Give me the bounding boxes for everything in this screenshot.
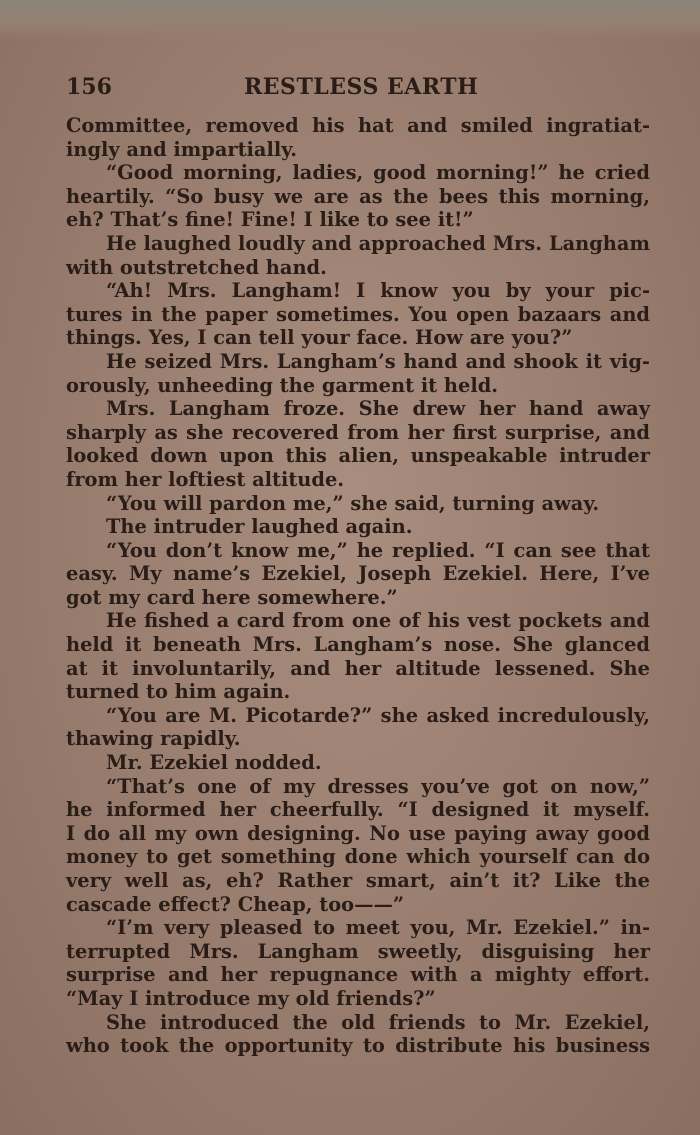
text-line: He laughed loudly and approached Mrs. Langham [106, 231, 650, 255]
text-line: easy. My name’s Ezekiel, Joseph Ezekiel. Here, I’ve [66, 562, 650, 586]
text-line: terrupted Mrs. Langham sweetly, disguising her [66, 939, 650, 963]
text-line: The intruder laughed again. [106, 515, 413, 539]
text-line: he informed her cheerfully. “I designed it myself. [66, 798, 650, 822]
text-line: “You are M. Picotarde?” she asked incredulously, [106, 703, 650, 727]
text-line: “May I introduce my old friends?” [66, 986, 436, 1010]
text-line: cascade effect? Cheap, too——” [66, 892, 405, 916]
text-line: thawing rapidly. [66, 727, 241, 751]
text-line: turned to him again. [66, 680, 291, 704]
text-line: tures in the paper sometimes. You open bazaars and [66, 302, 650, 326]
text-line: from her loftiest altitude. [66, 467, 345, 491]
text-line: who took the opportunity to distribute his business [66, 1034, 650, 1058]
text-line: “You will pardon me,” she said, turning away. [106, 491, 600, 515]
text-line: She introduced the old friends to Mr. Ezekiel, [106, 1010, 650, 1034]
text-line: Committee, removed his hat and smiled ingratiat- [66, 114, 650, 137]
page-header [66, 74, 650, 108]
text-line: sharply as she recovered from her first surprise, and [66, 420, 650, 444]
text-line: got my card here somewhere.” [66, 585, 398, 609]
text-line: Mr. Ezekiel nodded. [106, 751, 322, 775]
text-line: “Good morning, ladies, good morning!” he cried [106, 161, 650, 185]
text-line: He fished a card from one of his vest pockets and [106, 609, 650, 633]
text-line: surprise and her repugnance with a mighty effort. [66, 963, 650, 987]
text-line: I do all my own designing. No use paying away good [66, 821, 650, 845]
body-text [66, 114, 650, 1058]
text-line: with outstretched hand. [66, 255, 327, 279]
text-line: “Ah! Mrs. Langham! I know you by your pic- [106, 279, 650, 303]
text-line: heartily. “So busy we are as the bees this morning, [66, 184, 650, 208]
text-line: ingly and impartially. [66, 137, 298, 161]
page-number: 156 [66, 74, 112, 100]
text-line: money to get something done which yourself can do [66, 845, 650, 869]
page-top-edge [0, 0, 700, 40]
text-line: very well as, eh? Rather smart, ain’t it? Like the [66, 869, 650, 892]
text-line: at it involuntarily, and her altitude lessened. She [66, 656, 650, 680]
text-line: Mrs. Langham froze. She drew her hand away [106, 397, 650, 421]
text-line: things. Yes, I can tell your face. How are you?” [66, 326, 573, 350]
running-title: RESTLESS EARTH [244, 74, 479, 100]
text-line: eh? That’s fine! Fine! I like to see it!” [66, 208, 474, 232]
text-line: orously, unheeding the garment it held. [66, 373, 498, 397]
text-line: held it beneath Mrs. Langham’s nose. She glanced [66, 633, 650, 657]
text-line: He seized Mrs. Langham’s hand and shook it vig- [106, 349, 650, 373]
text-line: looked down upon this alien, unspeakable intruder [66, 444, 650, 468]
text-line: “I’m very pleased to meet you, Mr. Ezekiel.” in- [106, 916, 650, 940]
text-line: “You don’t know me,” he replied. “I can see that [106, 538, 650, 562]
text-line: “That’s one of my dresses you’ve got on now,” [106, 774, 650, 798]
